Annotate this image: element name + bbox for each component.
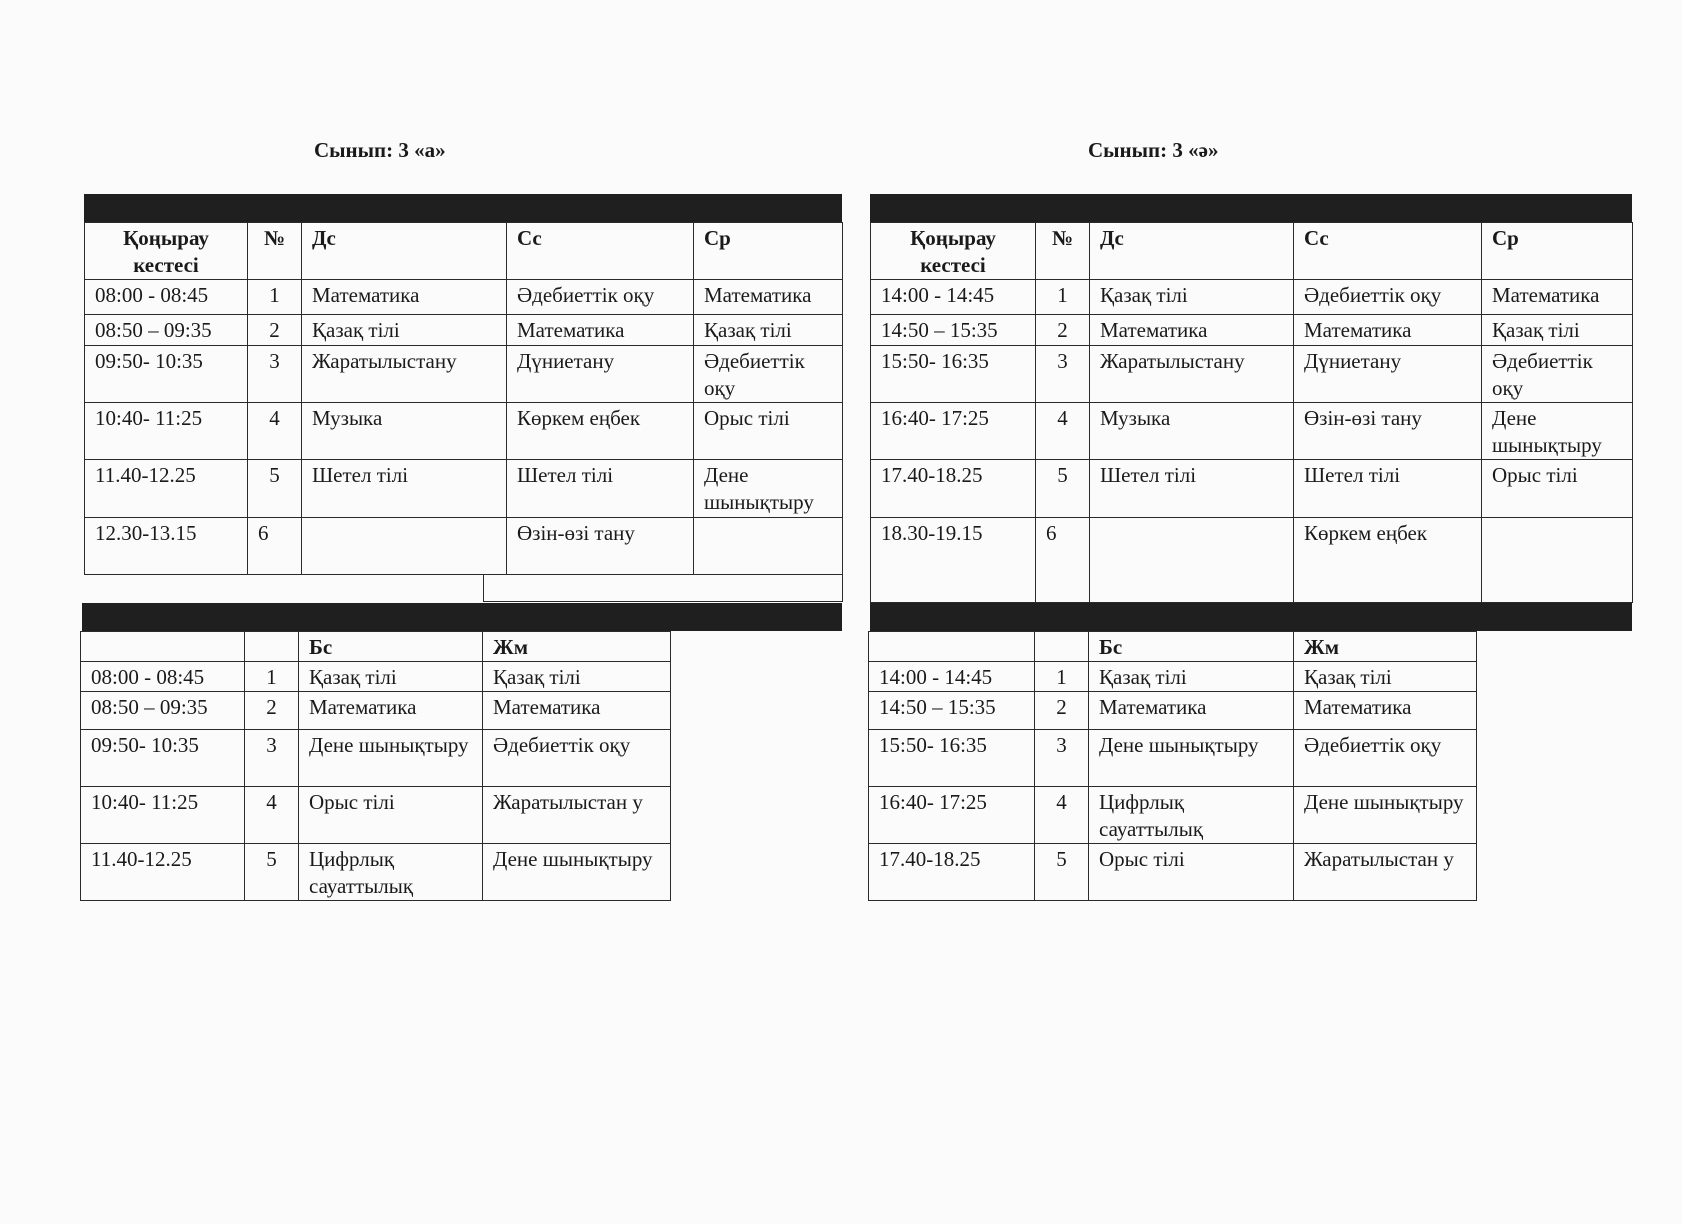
subject-cell: Математика bbox=[1089, 692, 1294, 730]
day-header-tuesday: Сс bbox=[507, 223, 694, 280]
subject-cell: Музыка bbox=[302, 403, 507, 460]
table-row bbox=[871, 280, 1633, 315]
time-cell: 12.30-13.15 bbox=[85, 518, 248, 575]
table-row bbox=[871, 403, 1633, 460]
subject-cell: Әдебиеттік оқу bbox=[507, 280, 694, 315]
table-row bbox=[871, 518, 1633, 603]
lesson-number-cell: 1 bbox=[1036, 280, 1090, 315]
lesson-number-cell: 5 bbox=[1035, 844, 1089, 901]
lesson-number-cell: 6 bbox=[1036, 518, 1090, 603]
subject-cell: Шетел тілі bbox=[1090, 460, 1294, 518]
day-header-thursday: Бс bbox=[299, 632, 483, 662]
lesson-number-cell: 3 bbox=[1036, 346, 1090, 403]
time-cell: 10:40- 11:25 bbox=[85, 403, 248, 460]
subject-cell bbox=[694, 518, 843, 575]
subject-cell: Орыс тілі bbox=[299, 787, 483, 844]
lesson-number-cell: 6 bbox=[248, 518, 302, 575]
class-a-schedule-table bbox=[84, 222, 843, 575]
day-header-friday: Жм bbox=[1294, 632, 1477, 662]
lesson-number-cell: 1 bbox=[245, 662, 299, 692]
subject-cell: Әдебиеттік оқу bbox=[483, 730, 671, 787]
subject-cell: Математика bbox=[299, 692, 483, 730]
subject-cell: Дене шынықтыру bbox=[1089, 730, 1294, 787]
time-cell: 08:50 – 09:35 bbox=[81, 692, 245, 730]
time-cell: 15:50- 16:35 bbox=[871, 346, 1036, 403]
subject-cell: Шетел тілі bbox=[507, 460, 694, 518]
subject-cell: Қазақ тілі bbox=[483, 662, 671, 692]
blank-header bbox=[81, 632, 245, 662]
table-row bbox=[85, 315, 843, 346]
subject-cell: Дүниетану bbox=[507, 346, 694, 403]
time-cell: 14:00 - 14:45 bbox=[871, 280, 1036, 315]
subject-cell: Әдебиеттік оқу bbox=[1294, 280, 1482, 315]
subject-cell: Математика bbox=[1294, 315, 1482, 346]
subject-cell: Әдебиеттік оқу bbox=[1482, 346, 1633, 403]
subject-cell: Көркем еңбек bbox=[1294, 518, 1482, 603]
table-row bbox=[871, 460, 1633, 518]
subject-cell: Математика bbox=[1294, 692, 1477, 730]
subject-cell: Қазақ тілі bbox=[694, 315, 843, 346]
table-row bbox=[869, 844, 1477, 901]
subject-cell bbox=[1090, 518, 1294, 603]
time-cell: 15:50- 16:35 bbox=[869, 730, 1035, 787]
time-cell: 11.40-12.25 bbox=[85, 460, 248, 518]
day-header-tuesday: Сс bbox=[1294, 223, 1482, 280]
lesson-number-cell: 2 bbox=[248, 315, 302, 346]
class-b-second-bar bbox=[870, 603, 1632, 631]
time-cell: 18.30-19.15 bbox=[871, 518, 1036, 603]
subject-cell: Қазақ тілі bbox=[1089, 662, 1294, 692]
table-row bbox=[85, 280, 843, 315]
subject-cell: Қазақ тілі bbox=[1294, 662, 1477, 692]
subject-cell: Дене шынықтыру bbox=[483, 844, 671, 901]
lesson-number-cell: 2 bbox=[1036, 315, 1090, 346]
time-cell: 11.40-12.25 bbox=[81, 844, 245, 901]
time-cell: 08:50 – 09:35 bbox=[85, 315, 248, 346]
table-row bbox=[871, 315, 1633, 346]
class-a-title: Сынып: 3 «а» bbox=[314, 138, 446, 162]
blank-header bbox=[869, 632, 1035, 662]
subject-cell: Жаратылыстан у bbox=[483, 787, 671, 844]
subject-cell: Қазақ тілі bbox=[1090, 280, 1294, 315]
subject-cell: Шетел тілі bbox=[302, 460, 507, 518]
class-b-top-bar bbox=[870, 194, 1632, 222]
subject-cell bbox=[1482, 518, 1633, 603]
subject-cell: Математика bbox=[302, 280, 507, 315]
time-cell: 16:40- 17:25 bbox=[869, 787, 1035, 844]
table-row bbox=[85, 403, 843, 460]
time-cell: 14:00 - 14:45 bbox=[869, 662, 1035, 692]
lesson-number-cell: 5 bbox=[248, 460, 302, 518]
lesson-number-cell: 2 bbox=[245, 692, 299, 730]
lesson-number-cell: 1 bbox=[248, 280, 302, 315]
subject-cell: Жаратылыстану bbox=[302, 346, 507, 403]
subject-cell: Әдебиеттік оқу bbox=[694, 346, 843, 403]
time-cell: 08:00 - 08:45 bbox=[85, 280, 248, 315]
subject-cell: Математика bbox=[1482, 280, 1633, 315]
subject-cell: Цифрлық сауаттылық bbox=[299, 844, 483, 901]
lesson-number-cell: 4 bbox=[1036, 403, 1090, 460]
lesson-number-cell: 5 bbox=[245, 844, 299, 901]
table-row bbox=[85, 346, 843, 403]
class-b-schedule-table-2 bbox=[868, 631, 1477, 901]
subject-cell: Дүниетану bbox=[1294, 346, 1482, 403]
table-row bbox=[81, 844, 671, 901]
subject-cell: Дене шынықтыру bbox=[1294, 787, 1477, 844]
number-header: № bbox=[1036, 223, 1090, 280]
table-row bbox=[869, 730, 1477, 787]
day-header-monday: Дс bbox=[302, 223, 507, 280]
lesson-number-cell: 4 bbox=[245, 787, 299, 844]
day-header-wednesday: Ср bbox=[1482, 223, 1633, 280]
class-a-schedule-table-2 bbox=[80, 631, 671, 901]
class-a-second-bar bbox=[82, 603, 842, 631]
subject-cell bbox=[302, 518, 507, 575]
time-cell: 17.40-18.25 bbox=[869, 844, 1035, 901]
day-header-friday: Жм bbox=[483, 632, 671, 662]
table-row bbox=[81, 730, 671, 787]
lesson-number-cell: 4 bbox=[1035, 787, 1089, 844]
bell-schedule-header: Қоңырау кестесі bbox=[871, 223, 1036, 280]
class-a-top-bar bbox=[84, 194, 842, 222]
subject-cell: Орыс тілі bbox=[1482, 460, 1633, 518]
subject-cell: Дене шынықтыру bbox=[1482, 403, 1633, 460]
lesson-number-cell: 3 bbox=[245, 730, 299, 787]
lesson-number-cell: 2 bbox=[1035, 692, 1089, 730]
blank-header bbox=[245, 632, 299, 662]
time-cell: 09:50- 10:35 bbox=[85, 346, 248, 403]
table-row bbox=[81, 692, 671, 730]
class-a-table-gap-line bbox=[483, 574, 843, 602]
subject-cell: Жаратылыстан у bbox=[1294, 844, 1477, 901]
time-cell: 09:50- 10:35 bbox=[81, 730, 245, 787]
table-row bbox=[869, 692, 1477, 730]
subject-cell: Математика bbox=[694, 280, 843, 315]
subject-cell: Орыс тілі bbox=[1089, 844, 1294, 901]
subject-cell: Музыка bbox=[1090, 403, 1294, 460]
table-row bbox=[869, 662, 1477, 692]
table-row bbox=[869, 787, 1477, 844]
number-header: № bbox=[248, 223, 302, 280]
class-b-schedule-table bbox=[870, 222, 1633, 603]
subject-cell: Қазақ тілі bbox=[1482, 315, 1633, 346]
time-cell: 14:50 – 15:35 bbox=[871, 315, 1036, 346]
lesson-number-cell: 3 bbox=[248, 346, 302, 403]
subject-cell: Әдебиеттік оқу bbox=[1294, 730, 1477, 787]
time-cell: 08:00 - 08:45 bbox=[81, 662, 245, 692]
subject-cell: Жаратылыстану bbox=[1090, 346, 1294, 403]
subject-cell: Математика bbox=[1090, 315, 1294, 346]
lesson-number-cell: 4 bbox=[248, 403, 302, 460]
table-row bbox=[81, 787, 671, 844]
subject-cell: Өзін-өзі тану bbox=[507, 518, 694, 575]
table-row bbox=[85, 460, 843, 518]
time-cell: 16:40- 17:25 bbox=[871, 403, 1036, 460]
subject-cell: Шетел тілі bbox=[1294, 460, 1482, 518]
time-cell: 17.40-18.25 bbox=[871, 460, 1036, 518]
subject-cell: Өзін-өзі тану bbox=[1294, 403, 1482, 460]
time-cell: 14:50 – 15:35 bbox=[869, 692, 1035, 730]
subject-cell: Қазақ тілі bbox=[299, 662, 483, 692]
subject-cell: Орыс тілі bbox=[694, 403, 843, 460]
class-b-title: Сынып: 3 «ә» bbox=[1088, 138, 1219, 162]
subject-cell: Математика bbox=[483, 692, 671, 730]
subject-cell: Математика bbox=[507, 315, 694, 346]
day-header-thursday: Бс bbox=[1089, 632, 1294, 662]
table-row bbox=[85, 518, 843, 575]
lesson-number-cell: 3 bbox=[1035, 730, 1089, 787]
lesson-number-cell: 1 bbox=[1035, 662, 1089, 692]
time-cell: 10:40- 11:25 bbox=[81, 787, 245, 844]
lesson-number-cell: 5 bbox=[1036, 460, 1090, 518]
table-row bbox=[81, 662, 671, 692]
blank-header bbox=[1035, 632, 1089, 662]
table-row bbox=[871, 346, 1633, 403]
subject-cell: Дене шынықтыру bbox=[299, 730, 483, 787]
subject-cell: Қазақ тілі bbox=[302, 315, 507, 346]
subject-cell: Көркем еңбек bbox=[507, 403, 694, 460]
subject-cell: Дене шынықтыру bbox=[694, 460, 843, 518]
day-header-monday: Дс bbox=[1090, 223, 1294, 280]
day-header-wednesday: Ср bbox=[694, 223, 843, 280]
subject-cell: Цифрлық сауаттылық bbox=[1089, 787, 1294, 844]
bell-schedule-header: Қоңырау кестесі bbox=[85, 223, 248, 280]
